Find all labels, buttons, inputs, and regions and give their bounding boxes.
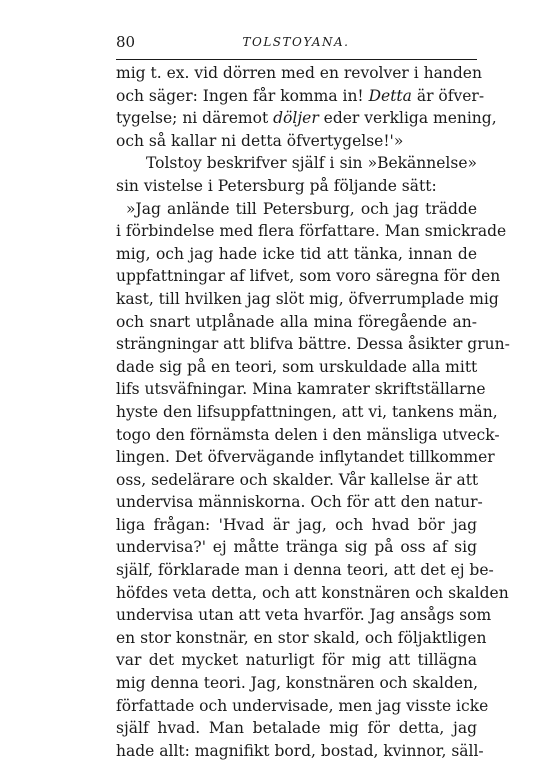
- text-line: undervisa människorna. Och för att den natur-: [116, 493, 483, 512]
- text-line: mig, och jag hade icke tid att tänka, innan de: [116, 244, 477, 263]
- text-line: hyste den lifsuppfattningen, att vi, tankens män,: [116, 402, 498, 421]
- text-line: dade sig på en teori, som urskuldade alla mitt: [116, 357, 478, 376]
- text-line: mig t. ex. vid dörren med en revolver i handen: [116, 64, 482, 82]
- text-line: och så kallar ni detta öfvertygelse!'»: [116, 131, 404, 150]
- text-line: uppfattningar af lifvet, som voro säregna för den: [116, 267, 501, 286]
- text-line: liga frågan: 'Hvad är jag, och hvad bör jag: [116, 515, 477, 534]
- text-line: och snart utplånade alla mina föregående an-: [116, 312, 477, 331]
- italic-word: döljer: [273, 109, 319, 128]
- text-line: hade allt: magnifikt bord, bostad, kvinnor, säll-: [116, 741, 484, 760]
- page-header: [116, 32, 476, 52]
- text-line: kast, till hvilken jag slöt mig, öfverrumplade mig: [116, 289, 499, 308]
- text-line: Tolstoy beskrifver själf i sin »Bekännelse»: [146, 154, 477, 173]
- text-line: mig denna teori. Jag, konstnären och skalden,: [116, 674, 478, 693]
- running-title: TOLSTOYANA.: [242, 35, 350, 49]
- page-number: 80: [116, 33, 136, 51]
- italic-word: Detta: [368, 86, 412, 105]
- text-line: var det mycket naturligt för mig att tillägna: [116, 651, 477, 670]
- text-line: togo den förnämsta delen i den mänsliga utveck-: [116, 425, 500, 444]
- text-line: strängningar att blifva bättre. Dessa åsikter grun-: [116, 335, 510, 354]
- body-text: [116, 62, 510, 762]
- text-line: i förbindelse med flera författare. Man smickrade: [116, 222, 507, 241]
- text-line: och säger: Ingen får komma in! Detta är öfver-: [116, 86, 485, 105]
- header-rule: [116, 59, 477, 60]
- text-line: lifs utsväfningar. Mina kamrater skriftställarne: [116, 380, 486, 399]
- text-line: undervisa?' ej måtte tränga sig på oss af sig: [116, 538, 477, 557]
- text-line: tygelse; ni däremot döljer eder verkliga mening,: [116, 109, 497, 128]
- text-line: författade och undervisade, men jag visste icke: [116, 696, 489, 715]
- text-line: höfdes veta detta, och att konstnären och skalden: [116, 583, 509, 602]
- text-line: undervisa utan att veta hvarför. Jag ansågs som: [116, 606, 492, 625]
- text-line: själf hvad. Man betalade mig för detta, jag: [116, 719, 477, 738]
- text-line: »Jag anlände till Petersburg, och jag trädde: [126, 199, 477, 218]
- text-line: en stor konstnär, en stor skald, och följaktligen: [116, 628, 487, 647]
- text-line: oss, sedelärare och skalder. Vår kallelse är att: [116, 470, 479, 489]
- text-line: lingen. Det öfvervägande inflytandet tillkommer: [116, 448, 495, 467]
- text-line: själf, förklarade man i denna teori, att det ej be-: [116, 561, 494, 580]
- text-line: sin vistelse i Petersburg på följande sätt:: [116, 176, 437, 195]
